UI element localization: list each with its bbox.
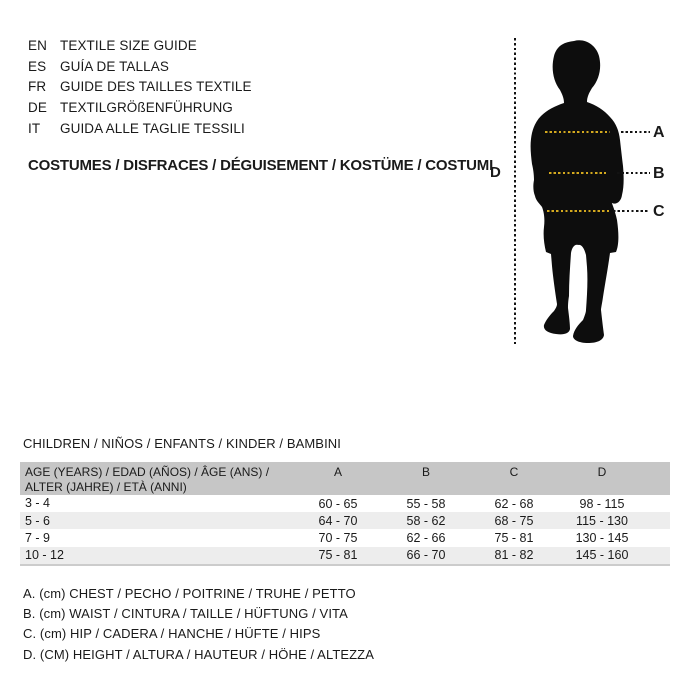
waist-measure-line <box>549 172 606 174</box>
language-label: GUÍA DE TALLAS <box>60 58 169 74</box>
section-title: CHILDREN / NIÑOS / ENFANTS / KINDER / BAMBINI <box>23 436 341 451</box>
column-header-d: D <box>597 465 607 479</box>
chest-leader-line <box>621 131 650 133</box>
table-row <box>20 529 670 546</box>
table-row <box>20 495 670 512</box>
legend-height: D. (CM) HEIGHT / ALTURA / HAUTEUR / HÖHE / ALTEZZA <box>23 646 374 662</box>
hip-cell: 81 - 82 <box>494 548 534 563</box>
age-cell: 10 - 12 <box>25 547 64 562</box>
size-table <box>20 462 670 566</box>
waist-cell: 62 - 66 <box>406 530 446 545</box>
language-label: GUIDA ALLE TAGLIE TESSILI <box>60 120 245 136</box>
height-cell: 98 - 115 <box>579 496 625 511</box>
legend-hip: C. (cm) HIP / CADERA / HANCHE / HÜFTE / HIPS <box>23 626 321 642</box>
language-label: TEXTILE SIZE GUIDE <box>60 38 197 53</box>
hip-measure-line <box>547 210 609 212</box>
legend-chest: A. (cm) CHEST / PECHO / POITRINE / TRUHE / PETTO <box>23 586 356 601</box>
hip-label-c: C <box>653 203 665 220</box>
language-code: EN <box>28 38 47 53</box>
measurement-legend <box>23 584 374 665</box>
chest-cell: 75 - 81 <box>318 548 358 563</box>
language-code: FR <box>28 79 47 95</box>
hip-leader-line <box>613 210 650 212</box>
chest-cell: 60 - 65 <box>318 496 358 511</box>
hip-cell: 62 - 68 <box>494 496 534 511</box>
age-header-line1: AGE (YEARS) / EDAD (AÑOS) / ÂGE (ANS) / <box>25 465 270 479</box>
language-row-fr <box>28 77 252 98</box>
height-cell: 145 - 160 <box>575 548 629 563</box>
hip-cell: 75 - 81 <box>494 530 534 545</box>
language-label: TEXTILGRÖßENFÜHRUNG <box>60 100 233 116</box>
language-row-de <box>28 98 252 119</box>
height-cell: 115 - 130 <box>576 513 628 528</box>
chest-measure-line <box>545 131 610 133</box>
waist-cell: 66 - 70 <box>406 548 446 563</box>
language-row-en <box>28 36 252 57</box>
waist-cell: 58 - 62 <box>406 513 446 528</box>
category-title: COSTUMES / DISFRACES / DÉGUISEMENT / KOSTÜME / COSTUMI <box>28 157 494 174</box>
age-cell: 3 - 4 <box>25 496 51 511</box>
language-row-it <box>28 119 252 140</box>
language-code: IT <box>28 120 41 136</box>
language-code: ES <box>28 58 47 74</box>
table-row <box>20 547 670 564</box>
language-list <box>28 36 252 140</box>
age-cell: 7 - 9 <box>25 530 51 545</box>
chest-label-a: A <box>653 124 665 141</box>
age-column-header <box>20 462 294 494</box>
height-cell: 130 - 145 <box>575 530 629 545</box>
table-row <box>20 512 670 529</box>
waist-cell: 55 - 58 <box>406 496 446 511</box>
legend-waist: B. (cm) WAIST / CINTURA / TAILLE / HÜFTUNG / VITA <box>23 606 348 622</box>
chest-cell: 70 - 75 <box>318 530 358 545</box>
waist-leader-line <box>617 172 650 174</box>
column-header-a: A <box>333 465 342 479</box>
column-header-c: C <box>509 465 519 479</box>
height-measure-dotted-line <box>514 38 516 346</box>
language-row-es <box>28 57 252 78</box>
age-header-line2: ALTER (JAHRE) / ETÀ (ANNI) <box>25 479 187 494</box>
chest-cell: 64 - 70 <box>318 513 358 528</box>
height-label-d: D <box>490 164 501 181</box>
waist-label-b: B <box>653 165 665 182</box>
age-cell: 5 - 6 <box>25 513 51 528</box>
child-silhouette <box>522 38 634 350</box>
language-code: DE <box>28 100 47 116</box>
language-label: GUIDE DES TAILLES TEXTILE <box>60 79 252 95</box>
column-header-b: B <box>421 465 430 479</box>
table-header-row <box>20 462 670 495</box>
hip-cell: 68 - 75 <box>494 513 534 528</box>
